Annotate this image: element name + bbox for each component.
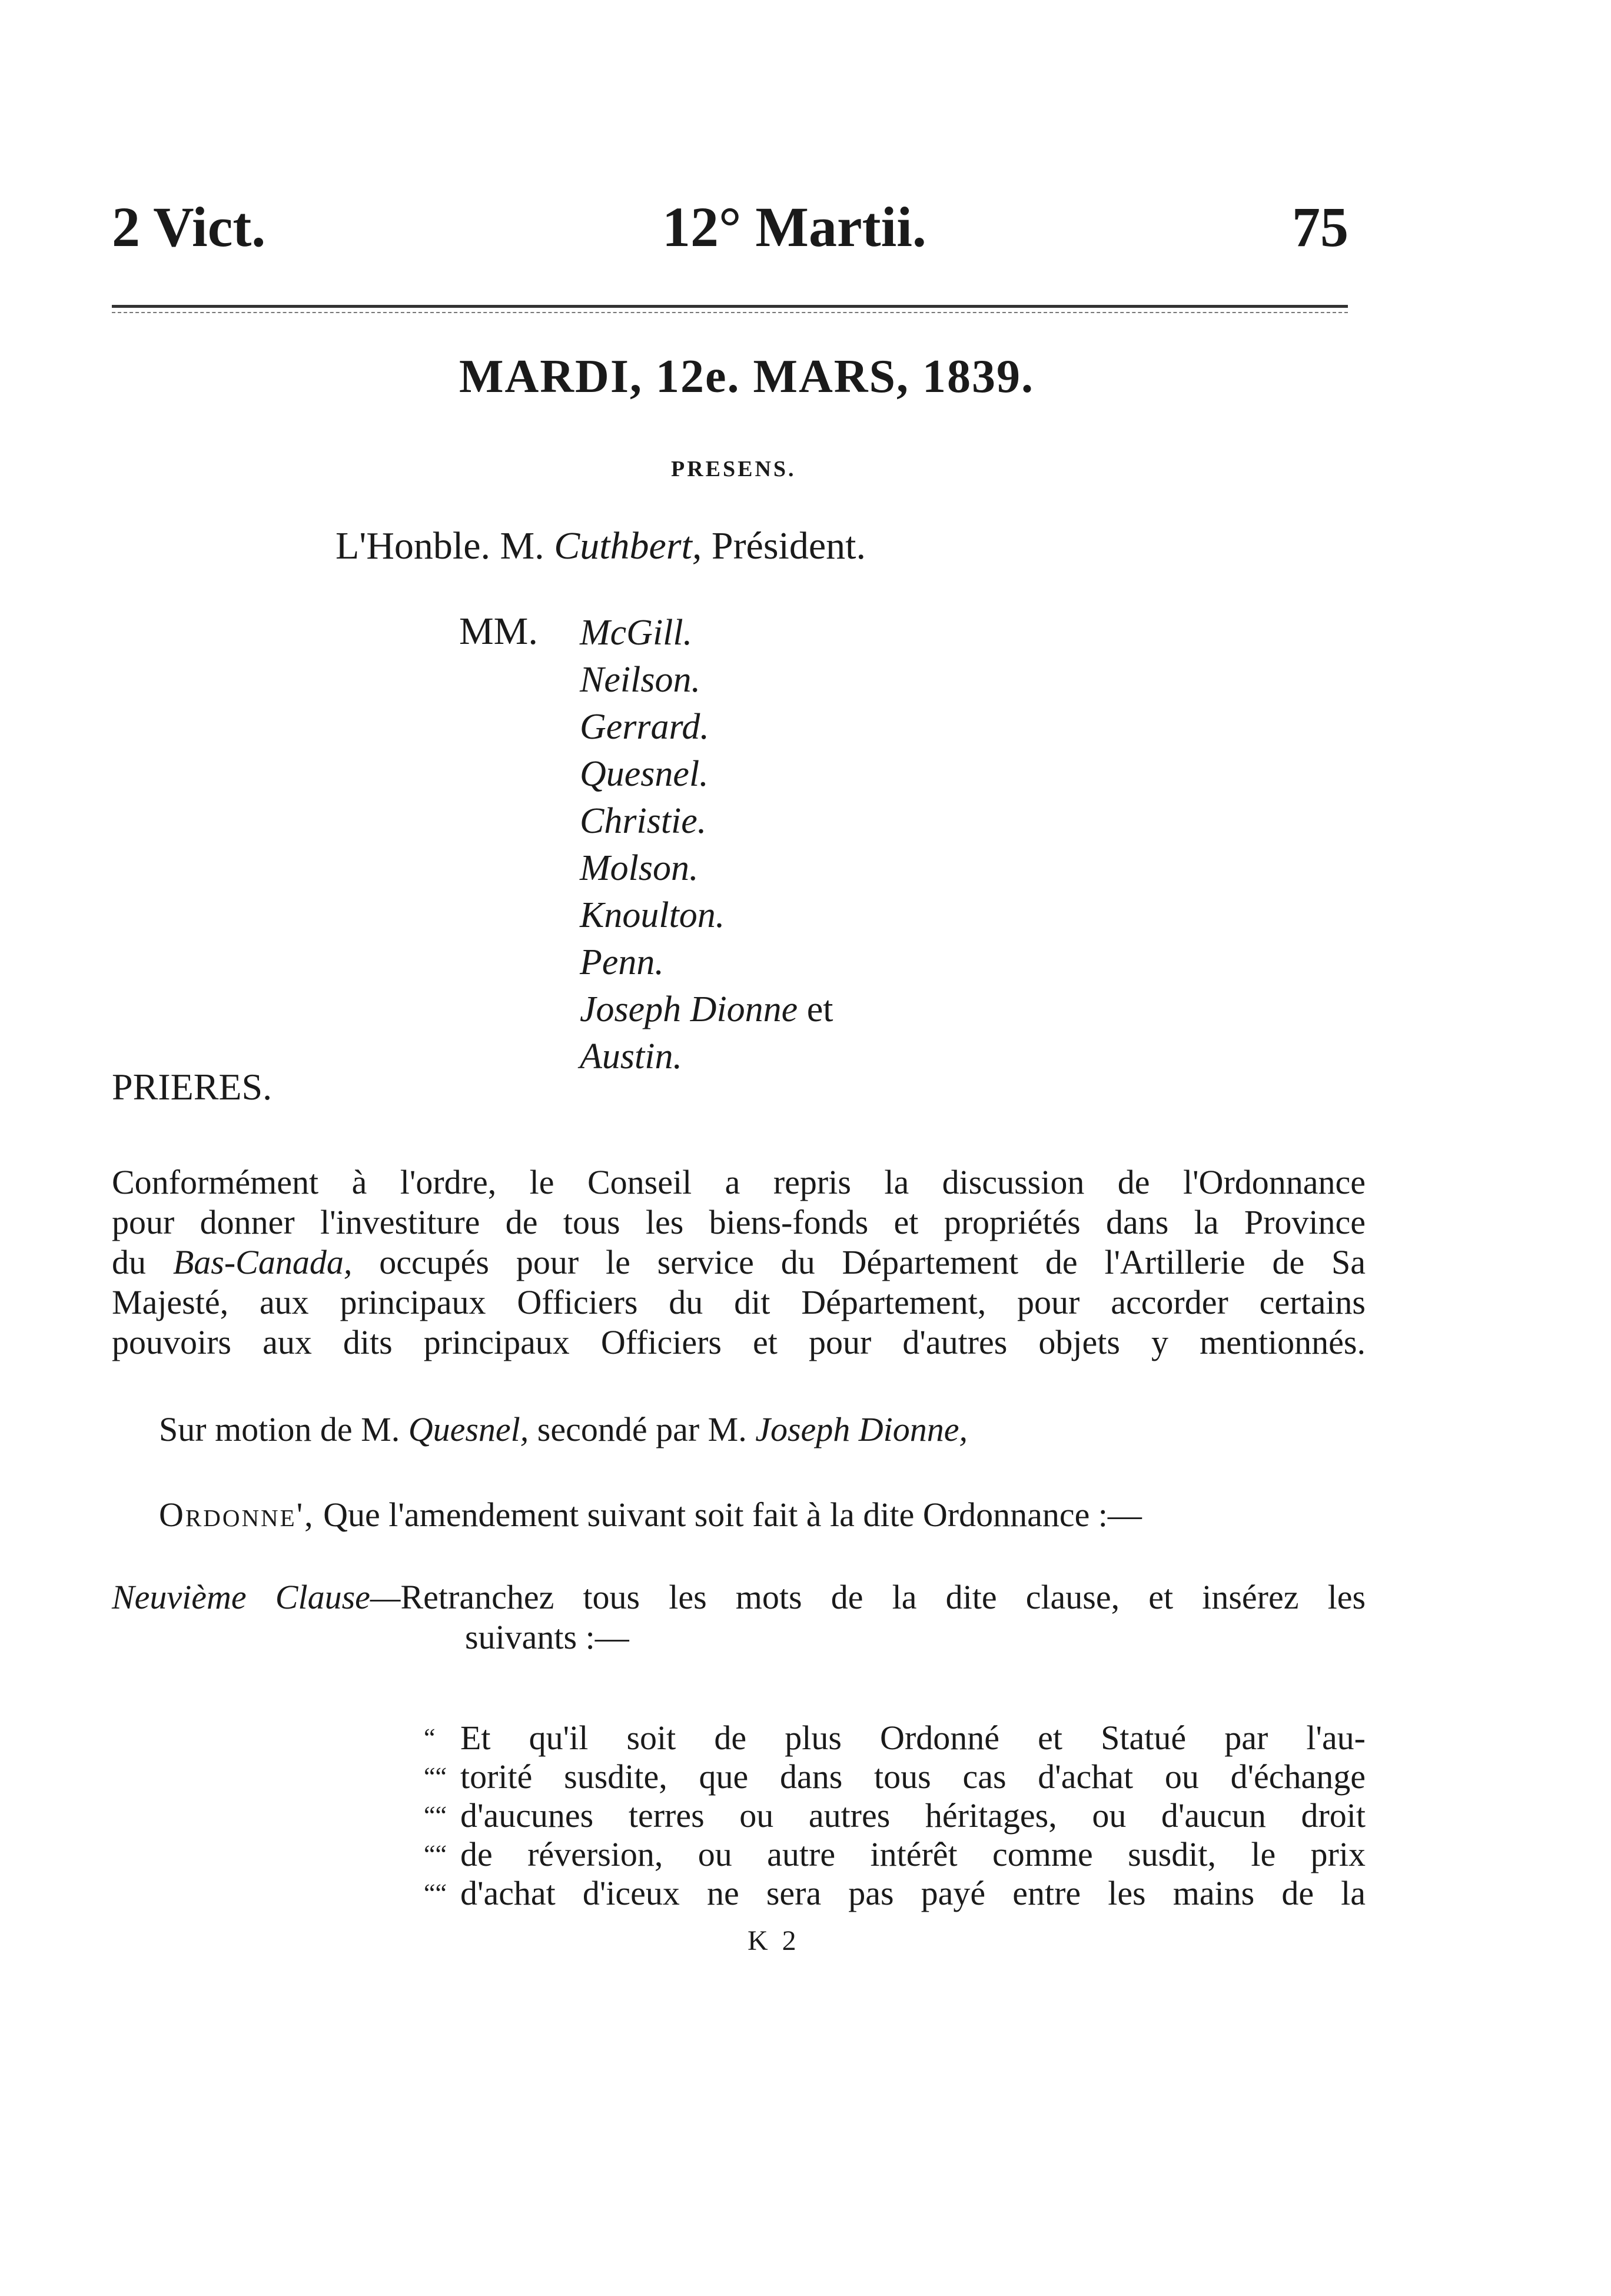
ordonne-text: Que l'amendement suivant soit fait à la dite Ordonnance :— [323,1496,1142,1534]
member-name: Joseph Dionne [580,989,798,1029]
quote-line [424,1835,1366,1874]
ordonne-label: Ordonne', [159,1496,315,1534]
motion-pre: Sur motion de M. [159,1410,400,1448]
quote-mark: ““ [424,1840,447,1869]
member-name: Christie. [580,801,707,841]
clause-line: suivants :— [465,1618,629,1656]
member-name: Penn. [580,942,664,982]
member-conjunction: et [806,989,833,1029]
running-head-left: 2 Vict. [112,195,266,258]
page-number: 75 [1292,195,1348,258]
running-head-center: 12° Martii. [662,195,926,258]
member-name: Molson. [580,848,699,888]
quote-text: de réversion, ou autre intérêt comme susdit, le prix [460,1835,1366,1873]
paragraph-line-post: occupés pour le service du Département de l'Artillerie de Sa [379,1243,1366,1281]
quote-line [424,1757,1366,1796]
member-name: Quesnel. [580,754,709,794]
quote-line [424,1796,1366,1835]
clause-line [112,1577,1366,1617]
quote-mark: ““ [424,1879,447,1908]
quote-line [424,1874,1366,1913]
quote-mark: ““ [424,1801,447,1830]
member-name: Neilson. [580,660,700,700]
paragraph-line: pour donner l'investiture de tous les biens-fonds et propriétés dans la Province [112,1203,1366,1241]
paragraph-line: Majesté, aux principaux Officiers du dit Département, pour accorder certains [112,1283,1366,1321]
president-prefix: L'Honble. M. [336,524,544,567]
clause-label: Neuvième Clause— [112,1578,401,1616]
signature-mark: K 2 [748,1925,800,1956]
motion-mover: Quesnel, [408,1410,529,1448]
president-line [336,524,866,569]
session-date: MARDI, 12e. MARS, 1839. [459,351,1035,403]
member-name-joseph [580,986,833,1033]
ordonne-line [159,1495,1142,1534]
motion-mid: secondé par M. [537,1410,747,1448]
quote-mark: ““ [424,1762,447,1791]
header-rule-dashed [112,312,1348,313]
prieres-heading: PRIERES. [112,1066,273,1108]
quote-text: Et qu'il soit de plus Ordonné et Statué par l'au- [460,1719,1366,1757]
place-name: Bas-Canada, [172,1243,353,1281]
quote-text: d'aucunes terres ou autres héritages, ou d'aucun droit [460,1796,1366,1835]
clause-block [112,1577,1366,1657]
members-list [580,609,833,1080]
member-name: McGill. [580,613,693,653]
member-name: Knoulton. [580,895,725,935]
quote-text: d'achat d'iceux ne sera pas payé entre les mains de la [460,1874,1366,1912]
president-name: Cuthbert, [554,524,702,567]
paragraph-line: pouvoirs aux dits principaux Officiers et pour d'autres objets y mentionnés. [112,1323,1366,1361]
quoted-amendment [424,1719,1366,1913]
members-label: MM. [459,610,538,653]
quote-line [424,1719,1366,1757]
paragraph-line [112,1242,1366,1282]
member-name: Gerrard. [580,707,709,747]
presens-heading: PRESENS. [671,457,796,481]
motion-line [159,1410,968,1449]
paragraph-line: Conformément à l'ordre, le Conseil a repris la discussion de l'Ordonnance [112,1163,1366,1201]
body-paragraph [112,1162,1366,1363]
paragraph-line-pre: du [112,1243,146,1281]
motion-seconder: Joseph Dionne, [755,1410,968,1448]
clause-text: Retranchez tous les mots de la dite clause, et insérez les [400,1578,1366,1616]
quote-text: torité susdite, que dans tous cas d'achat ou d'échange [460,1757,1366,1796]
quote-mark: “ [424,1723,436,1752]
member-name: Austin. [580,1036,682,1076]
president-title: Président. [711,524,866,567]
header-rule [112,305,1348,308]
